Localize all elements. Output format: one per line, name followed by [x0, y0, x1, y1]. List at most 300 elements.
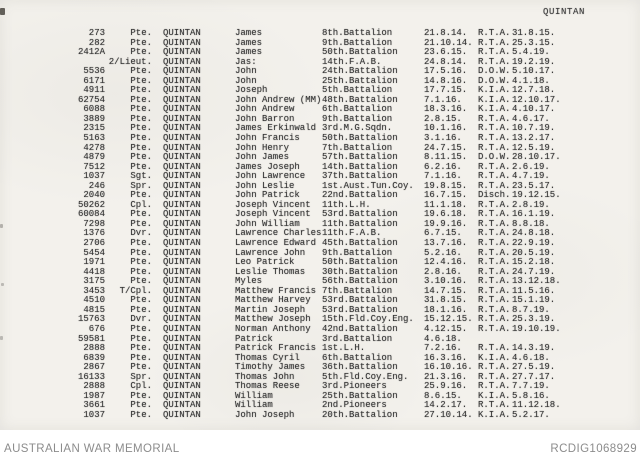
rank-cell: Pte.: [130, 123, 152, 134]
embarkation-date-cell: 15.12.15.: [424, 314, 473, 325]
surname-cell: QUINTAN: [163, 371, 201, 382]
scan-artifact: [0, 8, 5, 15]
status-cell: R.T.A.: [478, 142, 511, 153]
unit-cell: 50th.Battalion: [322, 133, 398, 144]
surname-cell: QUINTAN: [163, 390, 201, 401]
unit-cell: 3rd.Battalion: [322, 333, 393, 344]
status-cell: K.I.A.: [478, 409, 511, 420]
unit-cell: 14th.Battalion: [322, 161, 398, 172]
unit-cell: 36th.Battalion: [322, 362, 398, 373]
given-names-cell: Thomas Cyril: [235, 352, 300, 363]
rank-cell: Cpl.: [130, 381, 152, 392]
unit-cell: 9th.Battalion: [322, 37, 393, 48]
surname-cell: QUINTAN: [163, 362, 201, 373]
rank-cell: Pte.: [130, 47, 152, 58]
unit-cell: 56th.Battalion: [322, 276, 398, 287]
rank-cell: Pte.: [130, 94, 152, 105]
unit-cell: 20th.Battalion: [322, 409, 398, 420]
service-number-cell: 3889: [83, 113, 105, 124]
service-number-cell: 1987: [83, 390, 105, 401]
given-names-cell: Jas:: [235, 56, 257, 67]
return-date-cell: 4.6.18.: [512, 352, 550, 363]
status-cell: R.T.A.: [478, 180, 511, 191]
return-date-cell: 2.6.19.: [512, 161, 550, 172]
given-names-cell: John Henry: [235, 142, 290, 153]
given-names-cell: Lawrence John: [235, 247, 306, 258]
given-names-cell: John Joseph: [235, 409, 295, 420]
surname-cell: QUINTAN: [163, 104, 201, 115]
service-number-cell: 282: [88, 37, 105, 48]
given-names-cell: Leslie Thomas: [235, 266, 306, 277]
status-cell: K.I.A.: [478, 104, 511, 115]
status-cell: R.T.A.: [478, 362, 511, 373]
status-cell: R.T.A.: [478, 28, 511, 38]
status-cell: R.T.A.: [478, 56, 511, 67]
service-number-cell: 2315: [83, 123, 105, 134]
status-cell: R.T.A.: [478, 343, 511, 354]
unit-cell: 5th.Fld.Coy.Eng.: [322, 371, 409, 382]
surname-cell: QUINTAN: [163, 276, 201, 287]
return-date-cell: 31.8.15.: [512, 28, 556, 38]
rank-cell: Dvr.: [130, 314, 152, 325]
unit-cell: 1st.Aust.Tun.Coy.: [322, 180, 414, 191]
viewer-footer: [0, 430, 640, 466]
unit-cell: 53rd.Battalion: [322, 209, 398, 220]
surname-cell: QUINTAN: [163, 285, 201, 296]
rank-cell: Pte.: [130, 295, 152, 306]
return-date-cell: 5.2.17.: [512, 409, 550, 420]
embarkation-date-cell: 14.2.17.: [424, 400, 468, 411]
given-names-cell: Myles: [235, 276, 263, 287]
service-number-cell: 15763: [77, 314, 105, 325]
embarkation-date-cell: 19.8.15.: [424, 180, 468, 191]
service-number-cell: 50262: [77, 199, 105, 210]
service-number-cell: 16133: [77, 371, 105, 382]
service-number-cell: 2706: [83, 238, 105, 249]
return-date-cell: 12.7.18.: [512, 85, 556, 96]
status-cell: R.T.A.: [478, 123, 511, 134]
surname-cell: QUINTAN: [163, 66, 201, 77]
status-cell: R.T.A.: [478, 285, 511, 296]
rank-cell: Spr.: [130, 180, 152, 191]
given-names-cell: Timothy James: [235, 362, 306, 373]
unit-cell: 24th.Battalion: [322, 66, 398, 77]
service-number-cell: 3661: [83, 400, 105, 411]
surname-cell: QUINTAN: [163, 142, 201, 153]
return-date-cell: 2.8.19.: [512, 199, 550, 210]
return-date-cell: 7.7.19.: [512, 381, 550, 392]
status-cell: K.I.A.: [478, 390, 511, 401]
unit-cell: 50th.Battalion: [322, 47, 398, 58]
surname-cell: QUINTAN: [163, 218, 201, 229]
given-names-cell: John Barron: [235, 113, 295, 124]
unit-cell: 1st.L.H.: [322, 343, 366, 354]
scan-artifact: [1, 283, 4, 286]
embarkation-date-cell: 16.10.16.: [424, 362, 473, 373]
surname-cell: QUINTAN: [163, 381, 201, 392]
embarkation-date-cell: 21.10.14.: [424, 37, 473, 48]
status-cell: R.T.A.: [478, 400, 511, 411]
status-cell: R.T.A.: [478, 247, 511, 258]
status-cell: R.T.A.: [478, 257, 511, 268]
institution-label: AUSTRALIAN WAR MEMORIAL: [4, 443, 180, 455]
given-names-cell: William: [235, 400, 273, 411]
table-row: [0, 411, 640, 421]
rank-cell: Pte.: [130, 390, 152, 401]
embarkation-date-cell: 2.8.16.: [424, 266, 462, 277]
unit-cell: 6th.Battalion: [322, 104, 393, 115]
rank-cell: Pte.: [130, 323, 152, 334]
status-cell: R.T.A.: [478, 37, 511, 48]
embarkation-date-cell: 7.1.16.: [424, 171, 462, 182]
embarkation-date-cell: 13.7.16.: [424, 238, 468, 249]
rank-cell: Pte.: [130, 247, 152, 258]
status-cell: D.O.W.: [478, 75, 511, 86]
status-cell: R.T.A.: [478, 209, 511, 220]
service-number-cell: 5163: [83, 133, 105, 144]
status-cell: D.O.W.: [478, 66, 511, 77]
surname-cell: QUINTAN: [163, 400, 201, 411]
return-date-cell: 23.5.17.: [512, 180, 556, 191]
embarkation-date-cell: 12.4.16.: [424, 257, 468, 268]
surname-cell: QUINTAN: [163, 209, 201, 220]
surname-cell: QUINTAN: [163, 323, 201, 334]
rank-cell: Sgt.: [130, 171, 152, 182]
given-names-cell: Joseph Vincent: [235, 199, 311, 210]
service-number-cell: 62754: [77, 94, 105, 105]
given-names-cell: Norman Anthony: [235, 323, 311, 334]
surname-cell: QUINTAN: [163, 190, 201, 201]
unit-cell: 15th.Fld.Coy.Eng.: [322, 314, 414, 325]
service-number-cell: 2888: [83, 381, 105, 392]
given-names-cell: James Joseph: [235, 161, 300, 172]
rank-cell: Pte.: [130, 75, 152, 86]
embarkation-date-cell: 23.6.15.: [424, 47, 468, 58]
rank-cell: Pte.: [130, 257, 152, 268]
given-names-cell: Joseph: [235, 85, 268, 96]
surname-cell: QUINTAN: [163, 314, 201, 325]
status-cell: R.T.A.: [478, 228, 511, 239]
status-cell: R.T.A.: [478, 133, 511, 144]
given-names-cell: John Andrew: [235, 104, 295, 115]
return-date-cell: 4.1.18.: [512, 75, 550, 86]
unit-cell: 50th.Battalion: [322, 257, 398, 268]
rank-cell: Pte.: [130, 209, 152, 220]
return-date-cell: 5.4.19.: [512, 47, 550, 58]
surname-cell: QUINTAN: [163, 266, 201, 277]
unit-cell: 11th.F.A.B.: [322, 228, 382, 239]
embarkation-date-cell: 8.11.15.: [424, 152, 468, 163]
given-names-cell: Matthew Joseph: [235, 314, 311, 325]
return-date-cell: 8.8.18.: [512, 218, 550, 229]
embarkation-date-cell: 6.2.16.: [424, 161, 462, 172]
rank-cell: Pte.: [130, 400, 152, 411]
given-names-cell: John: [235, 66, 257, 77]
return-date-cell: 13.12.18.: [512, 276, 561, 287]
service-number-cell: 1971: [83, 257, 105, 268]
return-date-cell: 15.2.18.: [512, 257, 556, 268]
return-date-cell: 24.7.19.: [512, 266, 556, 277]
return-date-cell: 4.6.17.: [512, 113, 550, 124]
embarkation-date-cell: 25.9.16.: [424, 381, 468, 392]
return-date-cell: 10.7.19.: [512, 123, 556, 134]
return-date-cell: 12.5.19.: [512, 142, 556, 153]
service-number-cell: 6171: [83, 75, 105, 86]
rank-cell: Pte.: [130, 238, 152, 249]
return-date-cell: 14.3.19.: [512, 343, 556, 354]
status-cell: D.O.W.: [478, 152, 511, 163]
return-date-cell: 13.2.17.: [512, 133, 556, 144]
service-number-cell: 2412A: [77, 47, 105, 58]
status-cell: R.T.A.: [478, 295, 511, 306]
return-date-cell: 27.5.19.: [512, 362, 556, 373]
return-date-cell: 5.8.16.: [512, 390, 550, 401]
rank-cell: Pte.: [130, 333, 152, 344]
surname-cell: QUINTAN: [163, 113, 201, 124]
service-number-cell: 6839: [83, 352, 105, 363]
given-names-cell: John Lawrence: [235, 171, 306, 182]
rank-cell: Pte.: [130, 66, 152, 77]
given-names-cell: John Francis: [235, 133, 300, 144]
surname-cell: QUINTAN: [163, 238, 201, 249]
unit-cell: 25th.Battalion: [322, 75, 398, 86]
embarkation-date-cell: 7.2.16.: [424, 343, 462, 354]
return-date-cell: 5.10.17.: [512, 66, 556, 77]
given-names-cell: Matthew Harvey: [235, 295, 311, 306]
status-cell: R.T.A.: [478, 113, 511, 124]
rank-cell: Pte.: [130, 218, 152, 229]
status-cell: R.T.A.: [478, 276, 511, 287]
given-names-cell: Thomas Reese: [235, 381, 300, 392]
surname-cell: QUINTAN: [163, 28, 201, 38]
rank-cell: Pte.: [130, 152, 152, 163]
rank-cell: Pte.: [130, 161, 152, 172]
service-number-cell: 59581: [77, 333, 105, 344]
return-date-cell: 28.10.17.: [512, 152, 561, 163]
unit-cell: 9th.Battalion: [322, 113, 393, 124]
given-names-cell: Patrick: [235, 333, 273, 344]
return-date-cell: 12.10.17.: [512, 94, 561, 105]
return-date-cell: 15.1.19.: [512, 295, 556, 306]
unit-cell: 48th.Battalion: [322, 94, 398, 105]
status-cell: R.T.A.: [478, 238, 511, 249]
rank-cell: Pte.: [130, 28, 152, 38]
status-cell: R.T.A.: [478, 381, 511, 392]
unit-cell: 22nd.Battalion: [322, 190, 398, 201]
status-cell: R.T.A.: [478, 161, 511, 172]
embarkation-date-cell: 18.3.16.: [424, 104, 468, 115]
given-names-cell: Leo Patrick: [235, 257, 295, 268]
service-number-cell: 3175: [83, 276, 105, 287]
service-number-cell: 4510: [83, 295, 105, 306]
service-number-cell: 4278: [83, 142, 105, 153]
rank-cell: Pte.: [130, 104, 152, 115]
service-number-cell: 4815: [83, 304, 105, 315]
given-names-cell: Lawrence Charles: [235, 228, 322, 239]
embarkation-date-cell: 10.1.16.: [424, 123, 468, 134]
embarkation-date-cell: 19.9.16.: [424, 218, 468, 229]
service-number-cell: 2867: [83, 362, 105, 373]
given-names-cell: John Leslie: [235, 180, 295, 191]
unit-cell: 9th.Battalion: [322, 247, 393, 258]
rank-cell: Cpl.: [130, 199, 152, 210]
embarkation-date-cell: 7.1.16.: [424, 94, 462, 105]
status-cell: R.T.A.: [478, 218, 511, 229]
given-names-cell: Patrick Francis: [235, 343, 317, 354]
rank-cell: Pte.: [130, 304, 152, 315]
status-cell: R.T.A.: [478, 304, 511, 315]
scan-artifact: [0, 336, 3, 340]
rank-cell: 2/Lieut.: [108, 56, 152, 67]
return-date-cell: 24.8.18.: [512, 228, 556, 239]
service-number-cell: 4911: [83, 85, 105, 96]
embarkation-date-cell: 24.7.15.: [424, 142, 468, 153]
surname-cell: QUINTAN: [163, 352, 201, 363]
surname-cell: QUINTAN: [163, 75, 201, 86]
return-date-cell: 25.3.15.: [512, 37, 556, 48]
embarkation-date-cell: 6.7.15.: [424, 228, 462, 239]
rank-cell: T/Cpl.: [119, 285, 152, 296]
embarkation-date-cell: 11.1.18.: [424, 199, 468, 210]
surname-cell: QUINTAN: [163, 228, 201, 239]
rank-cell: Pte.: [130, 362, 152, 373]
surname-cell: QUINTAN: [163, 247, 201, 258]
embarkation-date-cell: 4.6.18.: [424, 333, 462, 344]
given-names-cell: Joseph Vincent: [235, 209, 311, 220]
return-date-cell: 4.10.17.: [512, 104, 556, 115]
rank-cell: Spr.: [130, 371, 152, 382]
surname-cell: QUINTAN: [163, 295, 201, 306]
embarkation-date-cell: 21.3.16.: [424, 371, 468, 382]
given-names-cell: James Erkinwald: [235, 123, 317, 134]
status-cell: K.I.A.: [478, 94, 511, 105]
unit-cell: 3rd.M.G.Sqdn.: [322, 123, 393, 134]
unit-cell: 42nd.Battalion: [322, 323, 398, 334]
nominal-roll-table: [0, 29, 640, 420]
return-date-cell: 19.12.15.: [512, 190, 561, 201]
surname-cell: QUINTAN: [163, 171, 201, 182]
rank-cell: Pte.: [130, 37, 152, 48]
service-number-cell: 5454: [83, 247, 105, 258]
embarkation-date-cell: 17.7.15.: [424, 85, 468, 96]
rank-cell: Pte.: [130, 113, 152, 124]
status-cell: R.T.A.: [478, 171, 511, 182]
return-date-cell: 16.1.19.: [512, 209, 556, 220]
given-names-cell: John James: [235, 152, 290, 163]
unit-cell: 6th.Battalion: [322, 352, 393, 363]
service-number-cell: 2040: [83, 190, 105, 201]
surname-cell: QUINTAN: [163, 56, 201, 67]
unit-cell: 53rd.Battalion: [322, 295, 398, 306]
surname-cell: QUINTAN: [163, 257, 201, 268]
rank-cell: Pte.: [130, 133, 152, 144]
service-number-cell: 2888: [83, 343, 105, 354]
surname-cell: QUINTAN: [163, 409, 201, 420]
embarkation-date-cell: 19.6.18.: [424, 209, 468, 220]
unit-cell: 5th.Battalion: [322, 85, 393, 96]
status-cell: R.T.A.: [478, 266, 511, 277]
given-names-cell: Martin Joseph: [235, 304, 306, 315]
surname-cell: QUINTAN: [163, 123, 201, 134]
embarkation-date-cell: 14.7.15.: [424, 285, 468, 296]
return-date-cell: 4.7.19.: [512, 171, 550, 182]
embarkation-date-cell: 5.2.16.: [424, 247, 462, 258]
given-names-cell: John Andrew (MM): [235, 94, 322, 105]
return-date-cell: 27.7.17.: [512, 371, 556, 382]
rank-cell: Pte.: [130, 85, 152, 96]
scan-artifact: [0, 224, 3, 228]
surname-cell: QUINTAN: [163, 333, 201, 344]
given-names-cell: James: [235, 47, 263, 58]
rank-cell: Pte.: [130, 352, 152, 363]
surname-cell: QUINTAN: [163, 180, 201, 191]
rank-cell: Pte.: [130, 409, 152, 420]
rank-cell: Pte.: [130, 276, 152, 287]
service-number-cell: 4879: [83, 152, 105, 163]
status-cell: R.T.A.: [478, 47, 511, 58]
surname-cell: QUINTAN: [163, 85, 201, 96]
unit-cell: 11th.L.H.: [322, 199, 371, 210]
surname-cell: QUINTAN: [163, 343, 201, 354]
status-cell: K.I.A.: [478, 85, 511, 96]
unit-cell: 3rd.Pioneers: [322, 381, 387, 392]
return-date-cell: 19.2.19.: [512, 56, 556, 67]
rank-cell: Pte.: [130, 266, 152, 277]
unit-cell: 53rd.Battalion: [322, 304, 398, 315]
embarkation-date-cell: 17.5.16.: [424, 66, 468, 77]
surname-cell: QUINTAN: [163, 94, 201, 105]
embarkation-date-cell: 18.1.16.: [424, 304, 468, 315]
unit-cell: 2nd.Pioneers: [322, 400, 387, 411]
embarkation-date-cell: 4.12.15.: [424, 323, 468, 334]
surname-cell: QUINTAN: [163, 133, 201, 144]
embarkation-date-cell: 24.8.14.: [424, 56, 468, 67]
given-names-cell: Lawrence Edward: [235, 238, 317, 249]
surname-cell: QUINTAN: [163, 152, 201, 163]
unit-cell: 7th.Battalion: [322, 142, 393, 153]
status-cell: R.T.A.: [478, 371, 511, 382]
service-number-cell: 7298: [83, 218, 105, 229]
return-date-cell: 25.3.19.: [512, 314, 556, 325]
service-number-cell: 6088: [83, 104, 105, 115]
service-number-cell: 4418: [83, 266, 105, 277]
embarkation-date-cell: 27.10.14.: [424, 409, 473, 420]
unit-cell: 25th.Battalion: [322, 390, 398, 401]
service-number-cell: 246: [88, 180, 105, 191]
given-names-cell: John William: [235, 218, 300, 229]
record-id-label: RCDIG1068929: [550, 443, 637, 455]
status-cell: Disch.: [478, 190, 511, 201]
embarkation-date-cell: 21.8.14.: [424, 28, 468, 38]
service-number-cell: 1037: [83, 409, 105, 420]
rank-cell: Dvr.: [130, 228, 152, 239]
surname-cell: QUINTAN: [163, 199, 201, 210]
embarkation-date-cell: 3.10.16.: [424, 276, 468, 287]
unit-cell: 30th.Battalion: [322, 266, 398, 277]
return-date-cell: 19.10.19.: [512, 323, 561, 334]
rank-cell: Pte.: [130, 190, 152, 201]
embarkation-date-cell: 31.8.15.: [424, 295, 468, 306]
rank-cell: Pte.: [130, 142, 152, 153]
embarkation-date-cell: 3.1.16.: [424, 133, 462, 144]
unit-cell: 45th.Battalion: [322, 238, 398, 249]
surname-cell: QUINTAN: [163, 47, 201, 58]
status-cell: R.T.A.: [478, 314, 511, 325]
embarkation-date-cell: 16.3.16.: [424, 352, 468, 363]
given-names-cell: James: [235, 28, 263, 38]
unit-cell: 14th.F.A.B.: [322, 56, 382, 67]
unit-cell: 57th.Battalion: [322, 152, 398, 163]
